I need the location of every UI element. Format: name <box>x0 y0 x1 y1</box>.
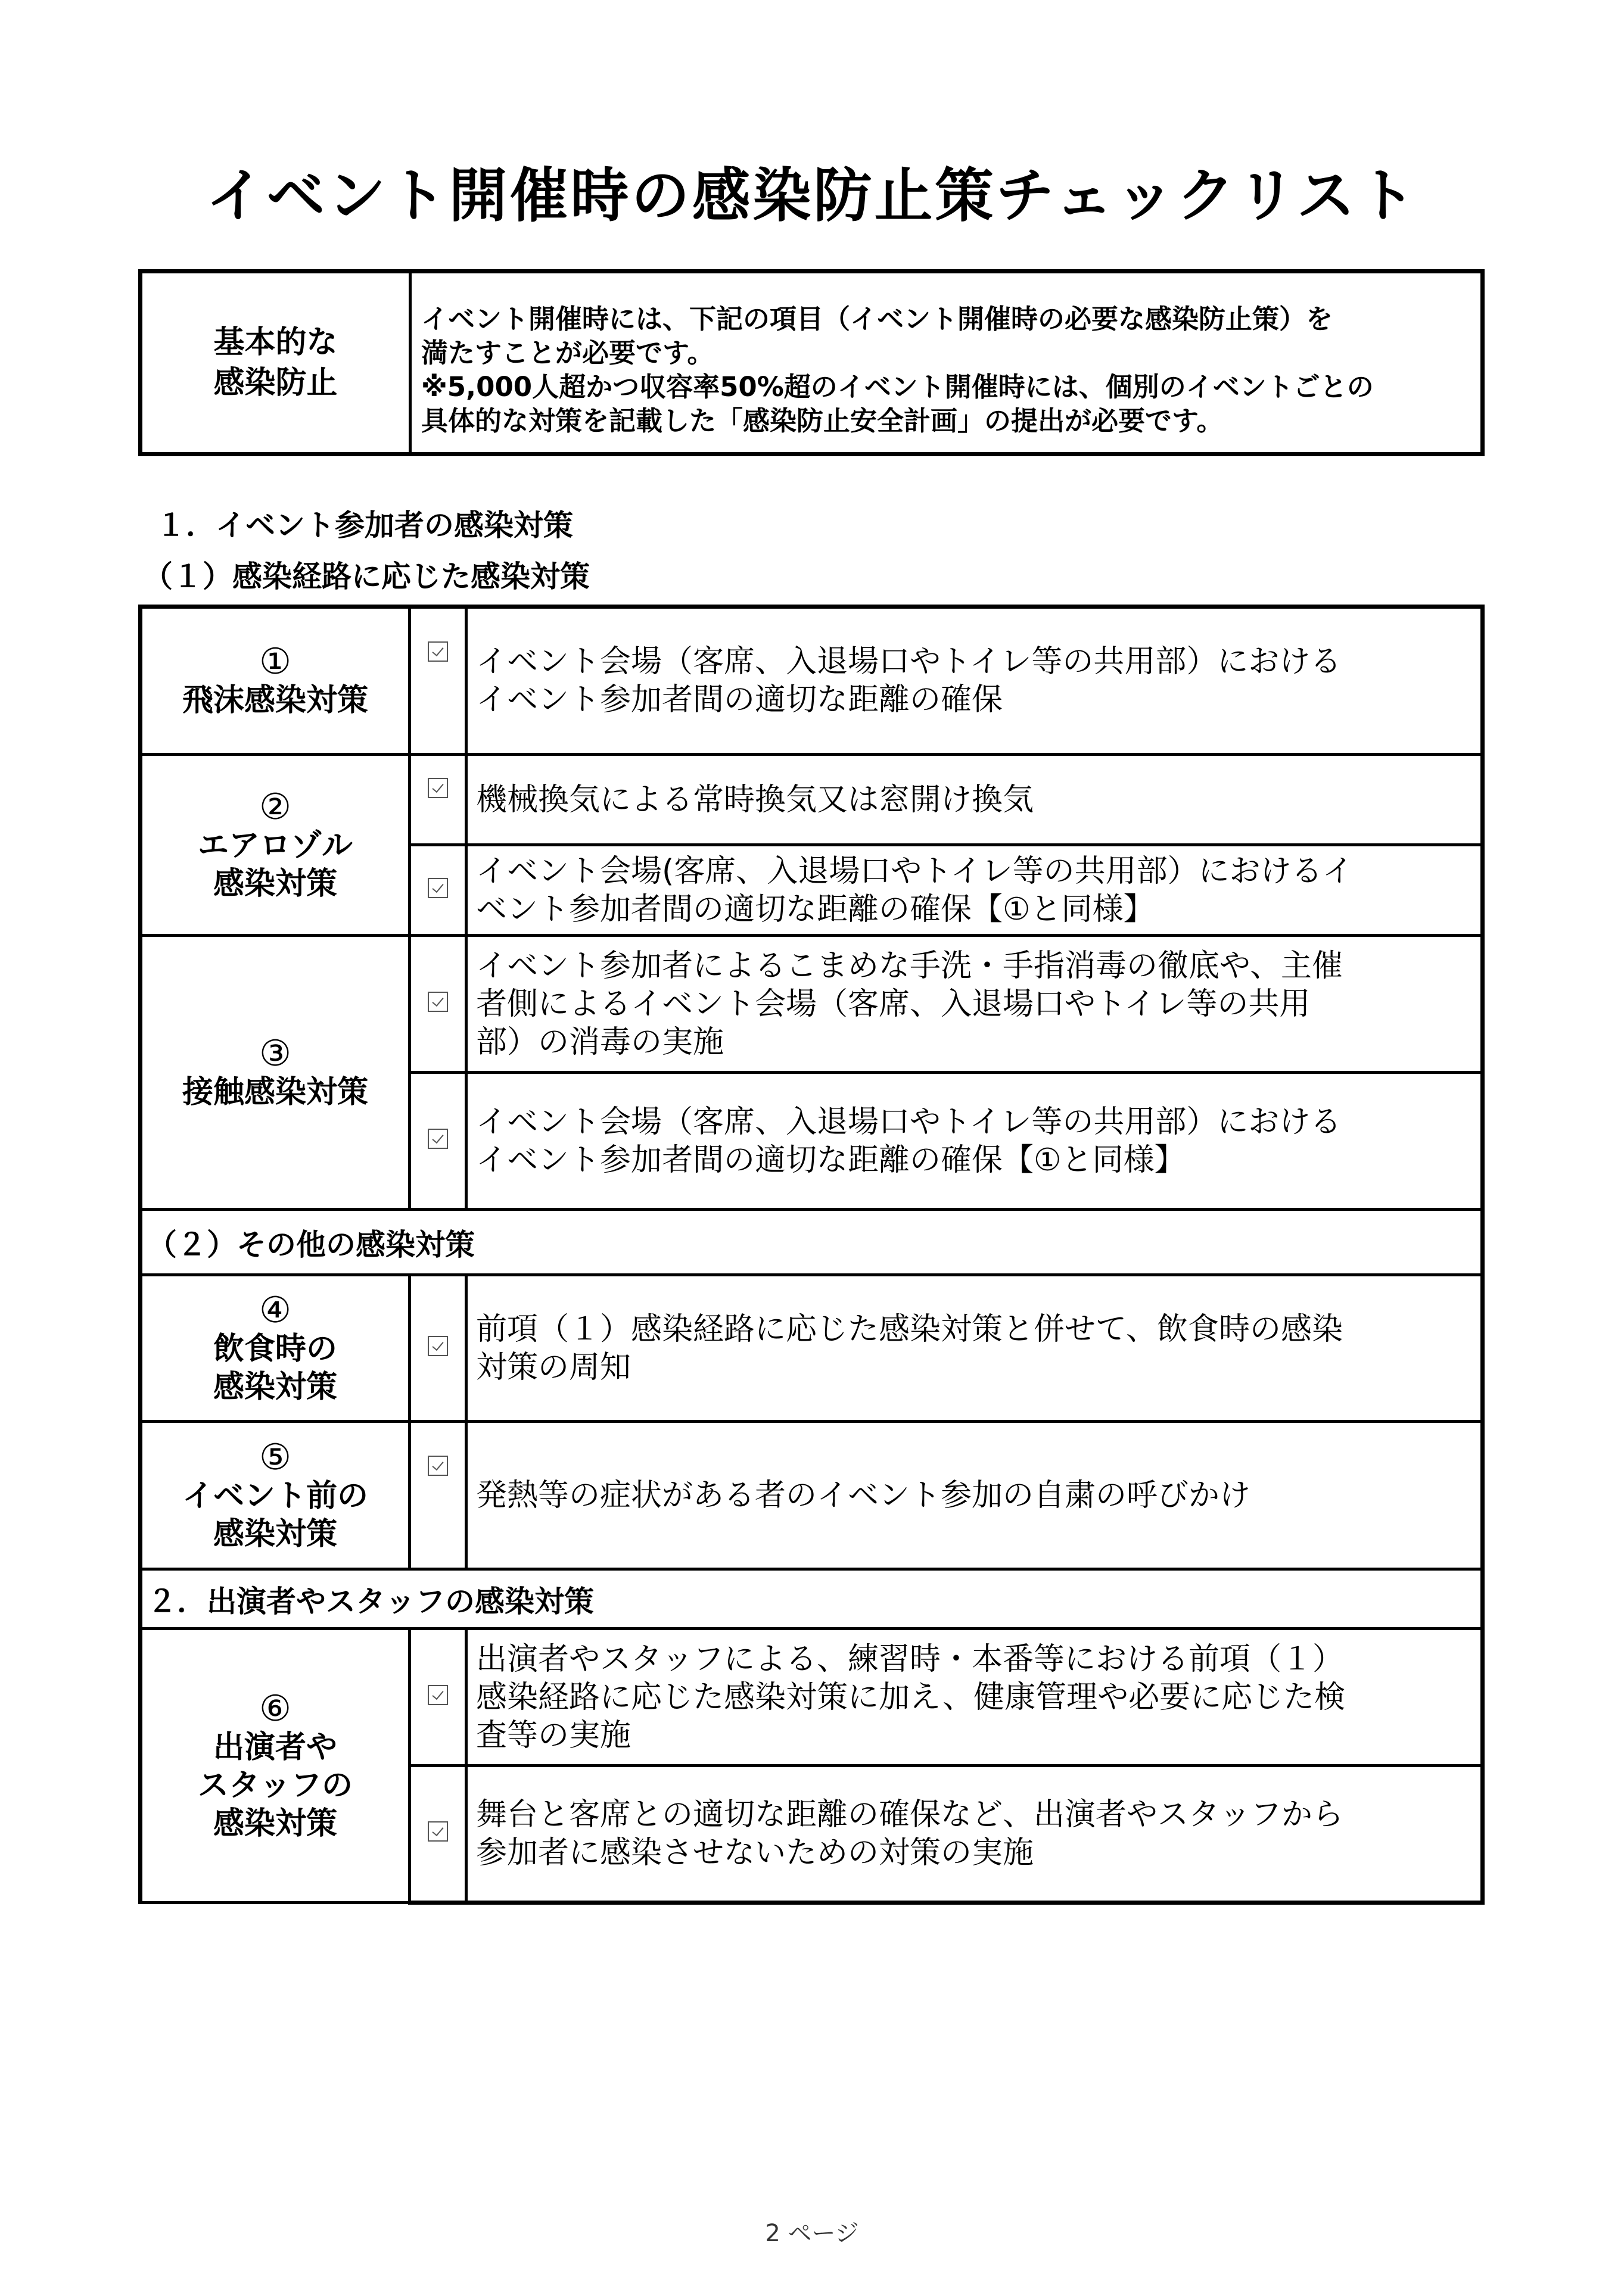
basic-prevention-box <box>138 269 1485 456</box>
category-label: 飛沫感染対策 <box>182 683 368 718</box>
item-line: 査等の実施 <box>476 1717 631 1753</box>
item-description <box>466 1073 1483 1210</box>
checkbox-cell[interactable] <box>410 936 466 1073</box>
item-line: ベント参加者間の適切な距離の確保【①と同様】 <box>476 891 1155 927</box>
category-label: 接触感染対策 <box>182 1074 368 1110</box>
checkbox-cell[interactable] <box>410 607 466 755</box>
subsection-heading-other: （２）その他の感染対策 <box>141 1210 1483 1275</box>
item-line: 発熱等の症状がある者のイベント参加の自粛の呼びかけ <box>476 1477 1251 1513</box>
category-label: 感染対策 <box>213 1369 337 1405</box>
checkbox-checked-icon[interactable] <box>428 878 448 898</box>
checkbox-cell[interactable] <box>410 845 466 936</box>
category-cell <box>141 1422 410 1569</box>
checkbox-checked-icon[interactable] <box>428 778 448 798</box>
item-description <box>466 1275 1483 1422</box>
table-row <box>141 1275 1483 1422</box>
basic-text-line: ※5,000人超かつ収容率50%超のイベント開催時には、個別のイベントごとの <box>421 371 1374 403</box>
table-row <box>141 1629 1483 1766</box>
item-line: イベント会場(客席、入退場口やトイレ等の共用部）におけるイ <box>476 853 1354 889</box>
checkbox-cell[interactable] <box>410 1629 466 1766</box>
item-line: 参加者に感染させないための対策の実施 <box>476 1835 1034 1871</box>
item-description <box>466 1766 1483 1903</box>
category-cell <box>141 755 410 936</box>
basic-label-line: 基本的な <box>213 325 338 360</box>
category-label: 感染対策 <box>213 1805 337 1842</box>
checkbox-cell[interactable] <box>410 1422 466 1569</box>
basic-text-line: 具体的な対策を記載した「感染防止安全計画」の提出が必要です。 <box>421 405 1224 437</box>
checkbox-checked-icon[interactable] <box>428 992 448 1012</box>
checkbox-checked-icon[interactable] <box>428 641 448 662</box>
item-line: 対策の周知 <box>476 1349 631 1385</box>
category-label: スタッフの <box>197 1767 353 1803</box>
item-description <box>466 1629 1483 1766</box>
item-line: 感染経路に応じた感染対策に加え、健康管理や必要に応じた検 <box>476 1679 1346 1715</box>
item-description <box>466 845 1483 936</box>
item-line: イベント会場（客席、入退場口やトイレ等の共用部）における <box>476 1104 1342 1140</box>
category-label: 感染対策 <box>213 1516 337 1552</box>
category-number: ③ <box>259 1032 291 1074</box>
category-number: ① <box>259 641 291 683</box>
item-line: 前項（１）感染経路に応じた感染対策と併せて、飲食時の感染 <box>476 1311 1343 1347</box>
category-label: エアロゾル <box>197 827 353 864</box>
subsection-heading-routes: （１）感染経路に応じた感染対策 <box>143 559 590 594</box>
category-cell <box>141 1629 410 1903</box>
checkbox-checked-icon[interactable] <box>428 1456 448 1476</box>
category-number: ⑥ <box>259 1687 291 1730</box>
table-row <box>141 755 1483 845</box>
item-description <box>466 1422 1483 1569</box>
category-number: ④ <box>259 1289 291 1331</box>
checkbox-checked-icon[interactable] <box>428 1336 448 1356</box>
basic-text-line: イベント開催時には、下記の項目（イベント開催時の必要な感染防止策）を <box>421 303 1333 335</box>
category-label: イベント前の <box>182 1478 368 1514</box>
item-line: イベント参加者によるこまめな手洗・手指消毒の徹底や、主催 <box>476 948 1343 984</box>
section-heading-staff: ２．出演者やスタッフの感染対策 <box>141 1569 1483 1629</box>
table-row <box>141 1210 1483 1275</box>
section-heading-participants: １．イベント参加者の感染対策 <box>156 508 573 543</box>
basic-label-line: 感染防止 <box>213 365 338 401</box>
checkbox-checked-icon[interactable] <box>428 1129 448 1149</box>
checkbox-cell[interactable] <box>410 1275 466 1422</box>
item-line: 者側によるイベント会場（客席、入退場口やトイレ等の共用 <box>476 986 1311 1022</box>
category-label: 感染対策 <box>213 865 337 902</box>
category-label: 飲食時の <box>213 1331 337 1367</box>
item-line: 機械換気による常時換気又は窓開け換気 <box>476 781 1034 818</box>
category-cell <box>141 607 410 755</box>
item-line: 舞台と客席との適切な距離の確保など、出演者やスタッフから <box>476 1797 1344 1833</box>
table-row <box>141 936 1483 1073</box>
table-row <box>141 1422 1483 1569</box>
category-number: ⑤ <box>259 1436 291 1478</box>
page-title: イベント開催時の感染防止策チェックリスト <box>206 162 1418 230</box>
item-description <box>466 607 1483 755</box>
basic-label <box>142 273 412 452</box>
checkbox-cell[interactable] <box>410 1073 466 1210</box>
table-row <box>141 607 1483 755</box>
category-label: 出演者や <box>213 1729 337 1765</box>
checkbox-checked-icon[interactable] <box>428 1821 448 1842</box>
item-line: 出演者やスタッフによる、練習時・本番等における前項（１） <box>476 1641 1344 1677</box>
checkbox-cell[interactable] <box>410 1766 466 1903</box>
checkbox-cell[interactable] <box>410 755 466 845</box>
checklist-table <box>138 605 1485 1905</box>
item-description <box>466 755 1483 845</box>
table-row <box>141 1569 1483 1629</box>
category-number: ② <box>259 786 291 828</box>
page-number: 2 ページ <box>765 2220 859 2247</box>
item-line: 部）の消毒の実施 <box>476 1024 724 1060</box>
category-cell <box>141 936 410 1210</box>
item-line: イベント参加者間の適切な距離の確保【①と同様】 <box>476 1142 1186 1178</box>
item-line: イベント会場（客席、入退場口やトイレ等の共用部）における <box>476 644 1342 680</box>
basic-text <box>412 273 1480 452</box>
checkbox-checked-icon[interactable] <box>428 1685 448 1705</box>
item-line: イベント参加者間の適切な距離の確保 <box>476 682 1003 718</box>
basic-text-line: 満たすことが必要です。 <box>421 337 714 369</box>
item-description <box>466 936 1483 1073</box>
category-cell <box>141 1275 410 1422</box>
